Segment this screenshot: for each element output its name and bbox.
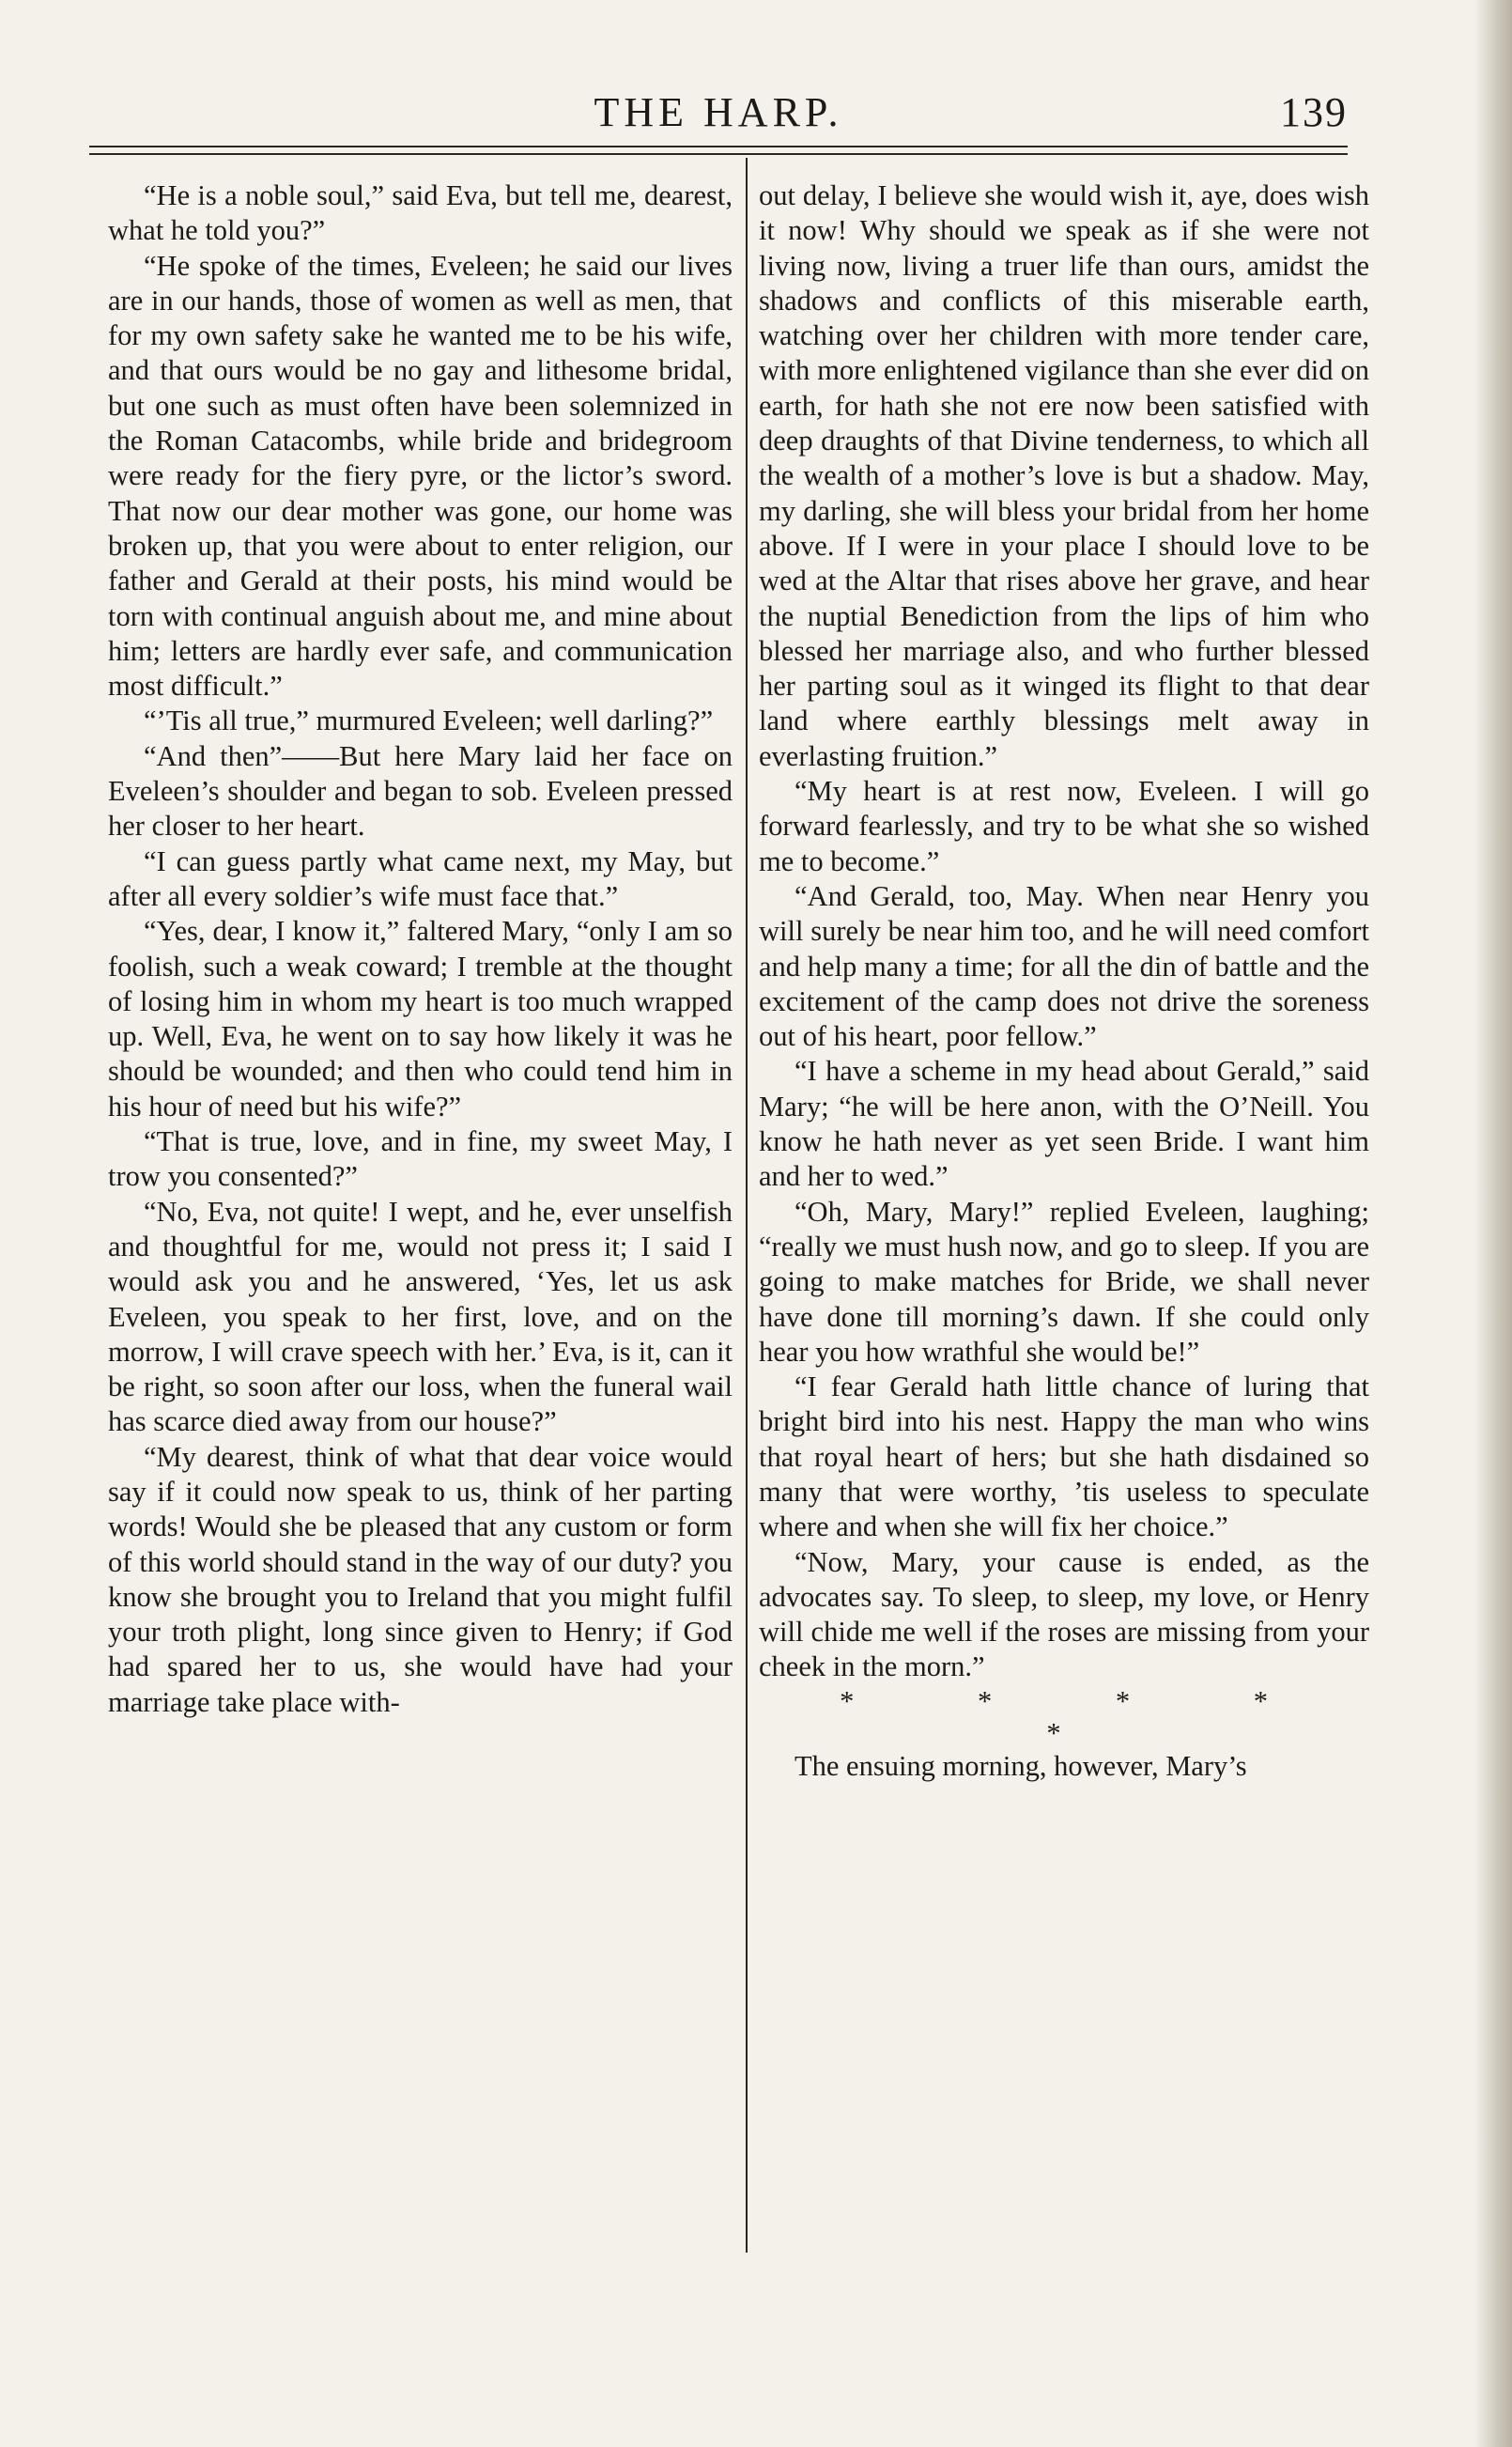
paragraph: “’Tis all true,” murmured Eveleen; well darling?”	[144, 705, 714, 737]
paragraph: “Yes, dear, I know it,” faltered Mary, “only I am so foolish, such a weak coward; I tremble at the thought of losing him in whom my heart is too much wrapped up. Well, Eva, he went on to say how likely it was he should be wounded; and then who could tend him in his hour of need but his wife?”	[108, 915, 733, 1123]
page-edge-shadow	[1474, 0, 1512, 2447]
paragraph: The ensuing morning, however, Mary’s	[795, 1749, 1247, 1782]
paragraph: “And then”——But here Mary laid her face on Eveleen’s shoulder and began to sob. Eveleen pressed her closer to her heart.	[108, 739, 733, 843]
publication-title: THE HARP.	[594, 89, 843, 135]
paragraph: “No, Eva, not quite! I wept, and he, ever unselfish and thoughtful for me, would not press it; I said I would ask you and he answered, ‘Yes, let us ask Eveleen, you speak to her first, love, and on the morrow, I will crave speech with her.’ Eva, is it, can it be right, so soon after our loss, when the funeral wail has scarce died away from our house?”	[108, 1195, 733, 1438]
paragraph: out delay, I believe she would wish it, aye, does wish it now! Why should we speak as if she were not living now, living a truer life than ours, amidst the shadows and conflicts of this miserable earth, watching over her children with more tender care, with more enlightened vigilance than she ever did on earth, for hath she not ere now been satisfied with deep draughts of that Divine tenderness, to which all the wealth of a mother’s love is but a shadow. May, my darling, she will bless your bridal from her home above. If I were in your place I should love to be wed at the Altar that rises above her grave, and hear the nuptial Benediction from the lips of him who blessed her marriage also, and who further blessed her parting soul as it winged its flight to that dear land where earthly blessings melt away in everlasting fruition.”	[759, 179, 1369, 772]
paragraph: “My heart is at rest now, Eveleen. I will go forward fearlessly, and try to be what she so wished me to become.”	[759, 775, 1369, 877]
page-number: 139	[1280, 89, 1348, 135]
paragraph: “Oh, Mary, Mary!” replied Eveleen, laughing; “really we must hush now, and go to sleep. If you are going to make matches for Bride, we shall never have done till morning’s dawn. If she could only hear you how wrathful she would be!”	[759, 1195, 1369, 1368]
section-break-asterisks: * * * * *	[840, 1684, 1326, 1749]
right-column	[759, 178, 1369, 1784]
header-rule-top	[89, 146, 1348, 147]
paragraph: “Now, Mary, your cause is ended, as the advocates say. To sleep, to sleep, my love, or Henry will chide me well if the roses are missing from your cheek in the morn.”	[759, 1545, 1369, 1683]
paragraph: “My dearest, think of what that dear voice would say if it could now speak to us, think of her parting words! Would she be pleased that any custom or form of this world should stand in the way of our duty? you know she brought you to Ireland that you might fulfil your troth plight, long since given to Henry; if God had spared her to us, she would have had your marriage take place with-	[108, 1440, 733, 1718]
paragraph: “He is a noble soul,” said Eva, but tell me, dearest, what he told you?”	[108, 179, 733, 247]
paragraph: “I have a scheme in my head about Gerald,” said Mary; “he will be here anon, with the O’Neill. You know he hath never as yet seen Bride. I want him and her to wed.”	[759, 1055, 1369, 1193]
header-rule-bottom	[89, 153, 1348, 155]
column-divider	[746, 158, 748, 2253]
paragraph: “I fear Gerald hath little chance of luring that bright bird into his nest. Happy the man who wins that royal heart of hers; but she hath disdained so many that were worthy, ’tis useless to speculate where and when she will fix her choice.”	[759, 1371, 1369, 1543]
paragraph: “And Gerald, too, May. When near Henry you will surely be near him too, and he will need comfort and help many a time; for all the din of battle and the excitement of the camp does not drive the soreness out of his heart, poor fellow.”	[759, 879, 1369, 1053]
paragraph: “That is true, love, and in fine, my sweet May, I trow you consented?”	[108, 1125, 733, 1193]
left-column	[108, 178, 733, 1720]
page-header	[89, 83, 1348, 148]
paragraph: “I can guess partly what came next, my May, but after all every soldier’s wife must face that.”	[108, 844, 733, 912]
paragraph: “He spoke of the times, Eveleen; he said our lives are in our hands, those of women as well as men, that for my own safety sake he wanted me to be his wife, and that ours would be no gay and lithesome bridal, but one such as must often have been solemnized in the Roman Catacombs, while bride and bridegroom were ready for the fiery pyre, or the lictor’s sword. That now our dear mother was gone, our home was broken up, that you were about to enter religion, our father and Gerald at their posts, his mind would be torn with continual anguish about me, and mine about him; letters are hardly ever safe, and communication most difficult.”	[108, 249, 733, 703]
